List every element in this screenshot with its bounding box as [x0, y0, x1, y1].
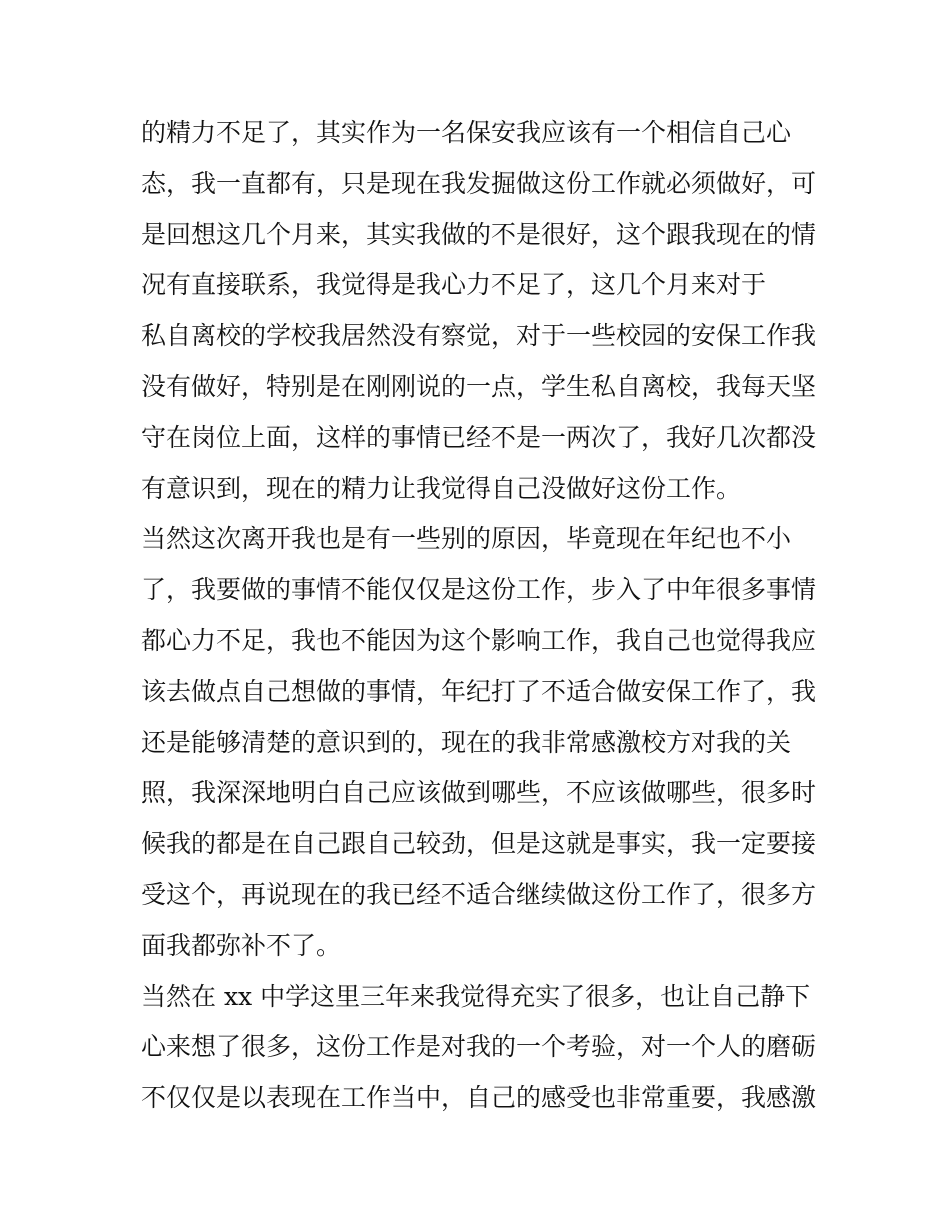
text-line: 当然这次离开我也是有一些别的原因，毕竟现在年纪也不小 [141, 524, 792, 554]
text-line: 态，我一直都有，只是现在我发掘做这份工作就必须做好，可 [141, 168, 817, 198]
text-line: 该去做点自己想做的事情，年纪打了不适合做安保工作了，我 [141, 676, 817, 706]
text-line: 照，我深深地明白自己应该做到哪些，不应该做哪些，很多时 [141, 778, 817, 808]
text-line: 有意识到，现在的精力让我觉得自己没做好这份工作。 [141, 473, 742, 503]
text-line: 当然在 xx 中学这里三年来我觉得充实了很多，也让自己静下 [141, 981, 811, 1011]
text-line: 都心力不足，我也不能因为这个影响工作，我自己也觉得我应 [141, 625, 817, 655]
text-line: 的精力不足了，其实作为一名保安我应该有一个相信自己心 [141, 118, 792, 147]
text-line: 候我的都是在自己跟自己较劲，但是这就是事实，我一定要接 [141, 829, 817, 859]
text-line: 守在岗位上面，这样的事情已经不是一两次了，我好几次都没 [141, 422, 817, 452]
text-line: 没有做好，特别是在刚刚说的一点，学生私自离校，我每天坚 [141, 371, 817, 401]
text-line: 不仅仅是以表现在工作当中，自己的感受也非常重要，我感激 [141, 1083, 817, 1113]
text-line: 心来想了很多，这份工作是对我的一个考验，对一个人的磨砺 [141, 1032, 817, 1062]
text-line: 了，我要做的事情不能仅仅是这份工作，步入了中年很多事情 [141, 575, 817, 605]
text-line: 还是能够清楚的意识到的，现在的我非常感激校方对我的关 [141, 727, 792, 757]
text-line: 面我都弥补不了。 [141, 930, 342, 960]
body-text [141, 108, 821, 1124]
text-line: 受这个，再说现在的我已经不适合继续做这份工作了，很多方 [141, 879, 817, 909]
text-line: 私自离校的学校我居然没有察觉，对于一些校园的安保工作我 [141, 321, 817, 351]
text-line: 是回想这几个月来，其实我做的不是很好，这个跟我现在的情 [141, 219, 817, 249]
text-line: 况有直接联系，我觉得是我心力不足了，这几个月来对于 [141, 270, 767, 300]
